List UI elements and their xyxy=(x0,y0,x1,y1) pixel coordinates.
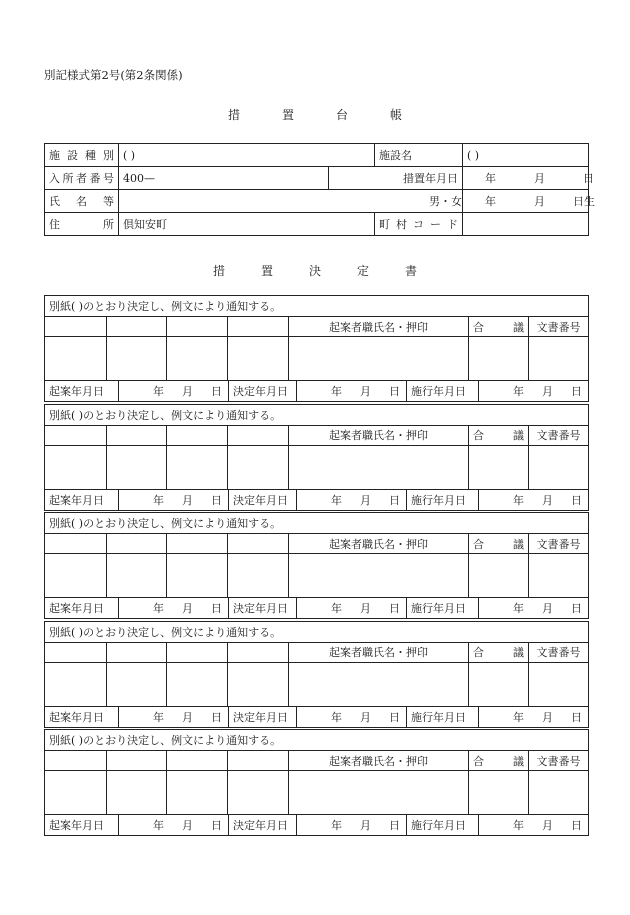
stamp-header-cell xyxy=(167,751,228,771)
dates-row xyxy=(45,706,589,727)
stamp-header-cell xyxy=(167,425,228,445)
drafter-cell[interactable] xyxy=(289,337,469,381)
stamp-header-cell xyxy=(45,425,107,445)
facility-name-label: 施設名 xyxy=(375,144,463,167)
decision-dates xyxy=(44,706,589,728)
stamp-header-cell xyxy=(45,642,107,662)
draft-date-value[interactable]: 年 月 日 xyxy=(119,381,229,402)
enforce-date-value[interactable]: 年 月 日 xyxy=(479,598,589,619)
doc-number-label: 文書番号 xyxy=(529,534,589,554)
birth-date-value[interactable]: 年 月 日生 xyxy=(463,190,589,213)
town-code-label: 町村コード xyxy=(375,213,463,236)
stamp-header-cell xyxy=(107,534,167,554)
draft-date-label: 起案年月日 xyxy=(45,489,119,510)
drafter-cell[interactable] xyxy=(289,771,469,815)
doc-number-label: 文書番号 xyxy=(529,317,589,337)
signature-header-row xyxy=(45,425,589,445)
name-sex-value[interactable]: 男・女 xyxy=(119,190,463,213)
address-label: 住所 xyxy=(45,213,119,236)
stamp-header-cell xyxy=(45,751,107,771)
stamp-cell[interactable] xyxy=(167,445,228,489)
signature-header-row xyxy=(45,317,589,337)
draft-date-value[interactable]: 年 月 日 xyxy=(119,489,229,510)
notice-row xyxy=(45,621,589,642)
resident-number-row xyxy=(45,167,589,190)
decision-title: 措 置 決 定 書 xyxy=(212,264,418,278)
doc-number-cell[interactable] xyxy=(529,337,589,381)
notice-row xyxy=(45,513,589,534)
facility-row xyxy=(45,144,589,167)
stamp-header-cell xyxy=(167,534,228,554)
dates-row xyxy=(45,489,589,510)
decision-block xyxy=(44,512,589,598)
council-cell[interactable] xyxy=(469,337,529,381)
placement-date-value[interactable]: 年 月 日 xyxy=(463,167,589,190)
signature-row xyxy=(45,337,589,381)
decision-date-label: 決定年月日 xyxy=(229,706,297,727)
decision-dates xyxy=(44,489,589,511)
decision-dates xyxy=(44,380,589,402)
stamp-header-cell xyxy=(228,642,289,662)
enforce-date-label: 施行年月日 xyxy=(407,815,479,836)
resident-info-table xyxy=(44,143,595,236)
stamp-cell[interactable] xyxy=(228,662,289,706)
notice-text: 別紙( )のとおり決定し、例文により通知する。 xyxy=(45,730,589,751)
enforce-date-value[interactable]: 年 月 日 xyxy=(479,489,589,510)
notice-row xyxy=(45,730,589,751)
stamp-header-cell xyxy=(228,534,289,554)
signature-row xyxy=(45,554,589,598)
council-label: 合 議 xyxy=(469,425,529,445)
notice-text: 別紙( )のとおり決定し、例文により通知する。 xyxy=(45,296,589,317)
notice-text: 別紙( )のとおり決定し、例文により通知する。 xyxy=(45,404,589,425)
draft-date-value[interactable]: 年 月 日 xyxy=(119,706,229,727)
notice-row xyxy=(45,296,589,317)
drafter-label: 起案者職氏名・押印 xyxy=(289,425,469,445)
stamp-header-cell xyxy=(45,534,107,554)
council-cell[interactable] xyxy=(469,771,529,815)
drafter-label: 起案者職氏名・押印 xyxy=(289,642,469,662)
council-cell[interactable] xyxy=(469,445,529,489)
draft-date-label: 起案年月日 xyxy=(45,598,119,619)
decision-date-value[interactable]: 年 月 日 xyxy=(297,815,407,836)
enforce-date-label: 施行年月日 xyxy=(407,381,479,402)
stamp-cell[interactable] xyxy=(107,337,167,381)
enforce-date-value[interactable]: 年 月 日 xyxy=(479,815,589,836)
enforce-date-label: 施行年月日 xyxy=(407,706,479,727)
signature-row xyxy=(45,445,589,489)
stamp-cell[interactable] xyxy=(45,337,107,381)
notice-text: 別紙( )のとおり決定し、例文により通知する。 xyxy=(45,513,589,534)
doc-number-cell[interactable] xyxy=(529,445,589,489)
stamp-header-cell xyxy=(107,642,167,662)
decision-date-label: 決定年月日 xyxy=(229,815,297,836)
address-value[interactable]: 倶知安町 xyxy=(119,213,375,236)
stamp-cell[interactable] xyxy=(45,771,107,815)
signature-header-row xyxy=(45,751,589,771)
council-label: 合 議 xyxy=(469,751,529,771)
council-cell[interactable] xyxy=(469,554,529,598)
enforce-date-label: 施行年月日 xyxy=(407,489,479,510)
council-label: 合 議 xyxy=(469,642,529,662)
council-label: 合 議 xyxy=(469,534,529,554)
signature-row xyxy=(45,771,589,815)
stamp-header-cell xyxy=(45,317,107,337)
signature-header-row xyxy=(45,642,589,662)
doc-number-cell[interactable] xyxy=(529,771,589,815)
stamp-header-cell xyxy=(107,425,167,445)
decision-block xyxy=(44,729,589,815)
drafter-cell[interactable] xyxy=(289,554,469,598)
register-title: 措 置 台 帳 xyxy=(227,108,403,122)
stamp-cell[interactable] xyxy=(167,771,228,815)
stamp-cell[interactable] xyxy=(228,771,289,815)
resident-number-value[interactable]: 400— xyxy=(119,167,329,190)
decision-date-label: 決定年月日 xyxy=(229,381,297,402)
enforce-date-value[interactable]: 年 月 日 xyxy=(479,706,589,727)
name-row xyxy=(45,190,589,213)
stamp-cell[interactable] xyxy=(45,662,107,706)
decision-date-label: 決定年月日 xyxy=(229,598,297,619)
stamp-header-cell xyxy=(167,317,228,337)
draft-date-label: 起案年月日 xyxy=(45,815,119,836)
dates-row xyxy=(45,815,589,836)
decision-date-value[interactable]: 年 月 日 xyxy=(297,381,407,402)
stamp-cell[interactable] xyxy=(228,445,289,489)
dates-row xyxy=(45,598,589,619)
stamp-cell[interactable] xyxy=(107,771,167,815)
enforce-date-label: 施行年月日 xyxy=(407,598,479,619)
dates-row xyxy=(45,381,589,402)
stamp-header-cell xyxy=(228,425,289,445)
doc-number-cell[interactable] xyxy=(529,554,589,598)
drafter-label: 起案者職氏名・押印 xyxy=(289,534,469,554)
stamp-header-cell xyxy=(167,642,228,662)
name-label: 氏名等 xyxy=(45,190,119,213)
draft-date-label: 起案年月日 xyxy=(45,381,119,402)
stamp-cell[interactable] xyxy=(45,554,107,598)
decision-dates xyxy=(44,814,589,836)
stamp-header-cell xyxy=(228,317,289,337)
notice-row xyxy=(45,404,589,425)
stamp-cell[interactable] xyxy=(107,662,167,706)
decision-date-value[interactable]: 年 月 日 xyxy=(297,489,407,510)
address-row xyxy=(45,213,589,236)
draft-date-value[interactable]: 年 月 日 xyxy=(119,598,229,619)
draft-date-value[interactable]: 年 月 日 xyxy=(119,815,229,836)
decision-dates xyxy=(44,597,589,619)
stamp-cell[interactable] xyxy=(228,337,289,381)
stamp-header-cell xyxy=(228,751,289,771)
stamp-cell[interactable] xyxy=(167,337,228,381)
doc-number-label: 文書番号 xyxy=(529,425,589,445)
stamp-cell[interactable] xyxy=(107,554,167,598)
doc-number-label: 文書番号 xyxy=(529,751,589,771)
decision-date-value[interactable]: 年 月 日 xyxy=(297,598,407,619)
drafter-cell[interactable] xyxy=(289,662,469,706)
decision-block xyxy=(44,404,589,490)
drafter-cell[interactable] xyxy=(289,445,469,489)
stamp-cell[interactable] xyxy=(45,445,107,489)
decision-date-label: 決定年月日 xyxy=(229,489,297,510)
draft-date-label: 起案年月日 xyxy=(45,706,119,727)
council-cell[interactable] xyxy=(469,662,529,706)
stamp-header-cell xyxy=(107,317,167,337)
signature-header-row xyxy=(45,534,589,554)
facility-name-value[interactable]: ( ) xyxy=(463,144,589,167)
stamp-cell[interactable] xyxy=(167,662,228,706)
doc-number-cell[interactable] xyxy=(529,662,589,706)
enforce-date-value[interactable]: 年 月 日 xyxy=(479,381,589,402)
stamp-cell[interactable] xyxy=(228,554,289,598)
stamp-cell[interactable] xyxy=(167,554,228,598)
placement-date-label: 措置年月日 xyxy=(329,167,463,190)
form-caption: 別記様式第2号(第2条関係) xyxy=(44,68,183,82)
drafter-label: 起案者職氏名・押印 xyxy=(289,751,469,771)
facility-type-label: 施設種別 xyxy=(45,144,119,167)
facility-type-value[interactable]: ( ) xyxy=(119,144,375,167)
drafter-label: 起案者職氏名・押印 xyxy=(289,317,469,337)
decision-block xyxy=(44,621,589,707)
resident-number-label: 入所者番号 xyxy=(45,167,119,190)
notice-text: 別紙( )のとおり決定し、例文により通知する。 xyxy=(45,621,589,642)
doc-number-label: 文書番号 xyxy=(529,642,589,662)
town-code-value[interactable] xyxy=(463,213,589,236)
signature-row xyxy=(45,662,589,706)
council-label: 合 議 xyxy=(469,317,529,337)
decision-block xyxy=(44,295,589,381)
stamp-cell[interactable] xyxy=(107,445,167,489)
decision-date-value[interactable]: 年 月 日 xyxy=(297,706,407,727)
stamp-header-cell xyxy=(107,751,167,771)
